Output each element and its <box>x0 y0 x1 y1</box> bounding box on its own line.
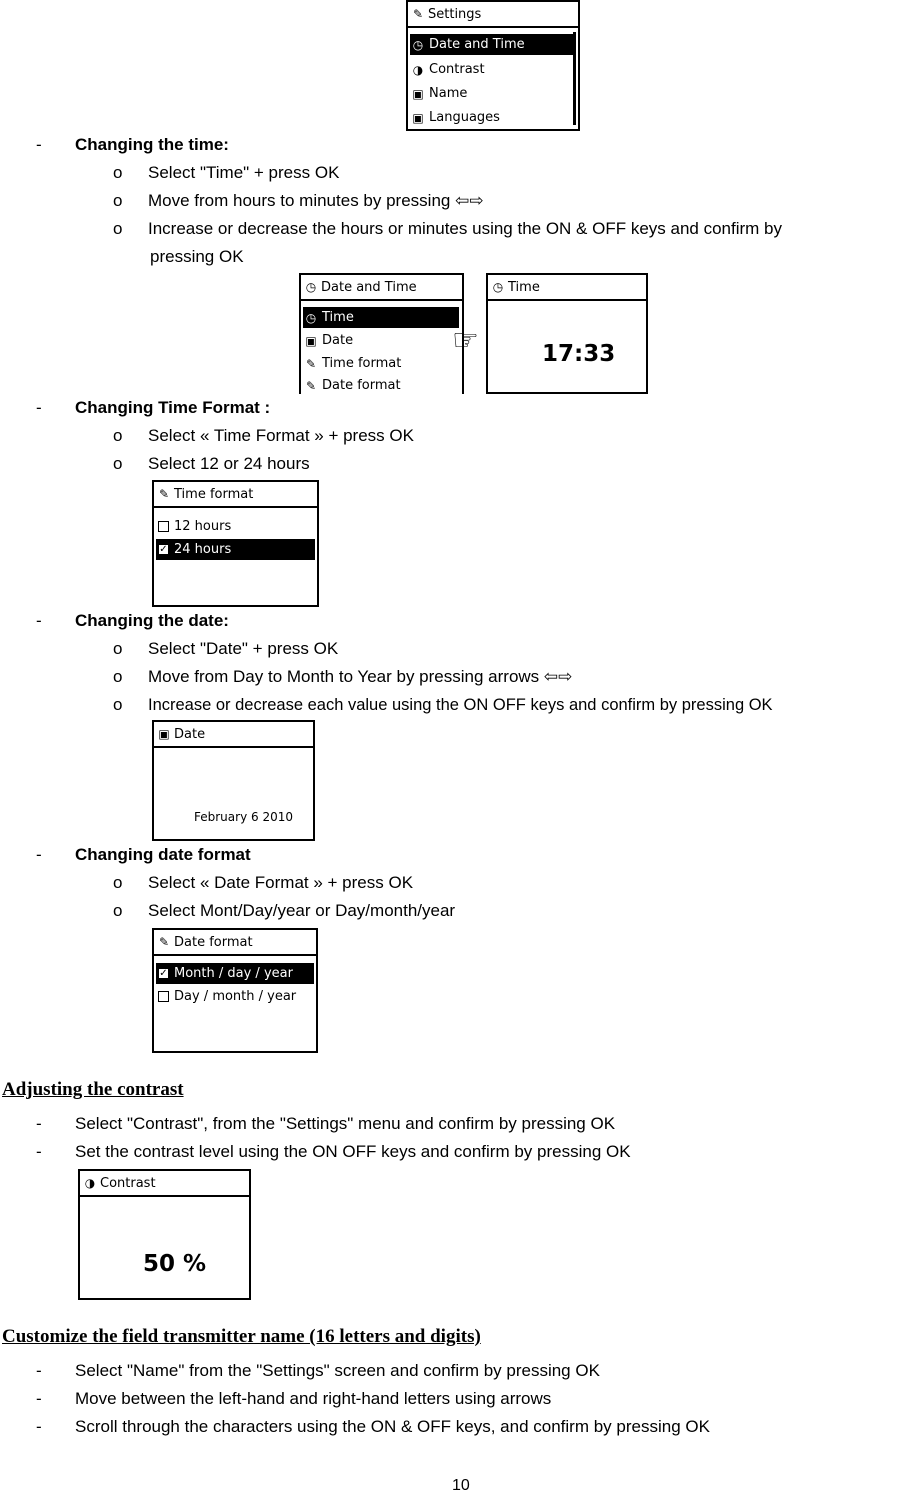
sub-bullet: o <box>113 163 123 182</box>
time-format-screen <box>152 480 319 607</box>
bullet-dash: - <box>36 1142 42 1161</box>
step-text: Select "Name" from the "Settings" screen and confirm by pressing OK <box>75 1361 600 1380</box>
menu-item-languages[interactable]: ▣ Languages <box>412 110 500 125</box>
time-screen <box>486 273 648 394</box>
bullet-dash: - <box>36 845 42 864</box>
sub-bullet: o <box>113 454 123 473</box>
checked-checkbox-icon[interactable]: ✓ <box>159 968 168 979</box>
step-text: Select « Time Format » + press OK <box>148 426 414 445</box>
scrollbar[interactable] <box>573 32 576 125</box>
step-text: Select Mont/Day/year or Day/month/year <box>148 901 456 920</box>
date-and-time-screen <box>299 273 464 394</box>
contrast-icon: ◑ <box>412 62 424 77</box>
step-text: Select « Date Format » + press OK <box>148 873 414 892</box>
settings-screen <box>406 0 580 131</box>
heading-changing-time: Changing the time: <box>75 135 229 154</box>
step-text: Select "Date" + press OK <box>148 639 339 658</box>
time-format-screen-title: ✎ Time format <box>154 482 317 508</box>
option-12-hours[interactable]: 12 hours <box>156 516 231 537</box>
wrench-icon: ✎ <box>305 356 317 371</box>
time-value: 17:33 <box>542 341 616 367</box>
menu-item-time-format[interactable]: ✎ Time format <box>305 356 402 371</box>
menu-item-date-and-time[interactable]: ◷ Date and Time <box>410 34 576 55</box>
sub-bullet: o <box>113 426 123 445</box>
bullet-dash: - <box>36 135 42 154</box>
settings-screen-title: ✎ Settings <box>408 2 578 28</box>
bullet-dash: - <box>36 1114 42 1133</box>
step-text: Increase or decrease the hours or minutes using the ON & OFF keys and confirm by <box>148 219 783 238</box>
heading-customize-name: Customize the field transmitter name (16 letters and digits) <box>2 1326 481 1347</box>
heading-changing-date: Changing the date: <box>75 611 229 630</box>
bullet-dash: - <box>36 1417 42 1436</box>
menu-item-date-format[interactable]: ✎ Date format <box>305 378 401 393</box>
step-text: Scroll through the characters using the ON & OFF keys, and confirm by pressing OK <box>75 1417 710 1436</box>
date-value: February 6 2010 <box>194 810 293 824</box>
step-text: Set the contrast level using the ON OFF keys and confirm by pressing OK <box>75 1142 631 1161</box>
contrast-icon: ◑ <box>84 1176 96 1190</box>
bullet-dash: - <box>36 611 42 630</box>
contrast-screen <box>78 1169 251 1300</box>
heading-changing-date-format: Changing date format <box>75 845 251 864</box>
step-text: pressing OK <box>150 247 244 266</box>
checked-checkbox-icon[interactable]: ✓ <box>159 544 168 555</box>
step-text: Move from Day to Month to Year by pressing arrows ⇦⇨ <box>148 667 573 686</box>
pointing-hand-icon: ☞ <box>452 323 479 358</box>
clock-icon: ◷ <box>412 37 424 52</box>
date-screen <box>152 720 315 841</box>
date-screen-title: ▣ Date <box>154 722 313 748</box>
heading-changing-time-format: Changing Time Format : <box>75 398 271 417</box>
sub-bullet: o <box>113 191 123 210</box>
date-and-time-screen-title: ◷ Date and Time <box>301 275 462 301</box>
step-text: Increase or decrease each value using the ON OFF keys and confirm by pressing OK <box>148 696 773 714</box>
clock-icon: ◷ <box>305 310 317 325</box>
step-text: Move from hours to minutes by pressing ⇦⇨ <box>148 191 484 210</box>
sub-bullet: o <box>113 219 123 238</box>
menu-item-name[interactable]: ▣ Name <box>412 86 468 101</box>
step-text: Select "Contrast", from the "Settings" menu and confirm by pressing OK <box>75 1114 616 1133</box>
page-number: 10 <box>452 1477 470 1494</box>
name-icon: ▣ <box>412 86 424 101</box>
step-text: Select 12 or 24 hours <box>148 454 310 473</box>
step-text: Select "Time" + press OK <box>148 163 340 182</box>
menu-item-contrast[interactable]: ◑ Contrast <box>412 62 485 77</box>
wrench-icon: ✎ <box>305 378 317 393</box>
sub-bullet: o <box>113 667 123 686</box>
checkbox-icon[interactable] <box>158 991 169 1002</box>
contrast-value: 50 % <box>143 1251 207 1277</box>
option-24-hours[interactable]: ✓ 24 hours <box>156 539 315 560</box>
clock-icon: ◷ <box>492 280 504 294</box>
sub-bullet: o <box>113 873 123 892</box>
calendar-icon: ▣ <box>158 727 170 741</box>
languages-icon: ▣ <box>412 110 424 125</box>
checkbox-icon[interactable] <box>158 521 169 532</box>
clock-icon: ◷ <box>305 280 317 294</box>
sub-bullet: o <box>113 901 123 920</box>
option-month-day-year[interactable]: ✓ Month / day / year <box>156 963 314 984</box>
date-format-screen <box>152 928 318 1053</box>
sub-bullet: o <box>113 695 123 714</box>
sub-bullet: o <box>113 639 123 658</box>
bullet-dash: - <box>36 1361 42 1380</box>
time-screen-title: ◷ Time <box>488 275 646 301</box>
step-text: Move between the left-hand and right-hand letters using arrows <box>75 1389 552 1408</box>
calendar-icon: ▣ <box>305 333 317 348</box>
date-format-screen-title: ✎ Date format <box>154 930 316 956</box>
wrench-icon: ✎ <box>412 7 424 21</box>
bullet-dash: - <box>36 1389 42 1408</box>
menu-item-time[interactable]: ◷ Time <box>303 307 459 328</box>
bullet-dash: - <box>36 398 42 417</box>
heading-adjusting-contrast: Adjusting the contrast <box>2 1079 184 1100</box>
contrast-screen-title: ◑ Contrast <box>80 1171 249 1197</box>
option-day-month-year[interactable]: Day / month / year <box>156 986 296 1007</box>
menu-item-date[interactable]: ▣ Date <box>305 333 354 348</box>
wrench-icon: ✎ <box>158 487 170 501</box>
wrench-icon: ✎ <box>158 935 170 949</box>
